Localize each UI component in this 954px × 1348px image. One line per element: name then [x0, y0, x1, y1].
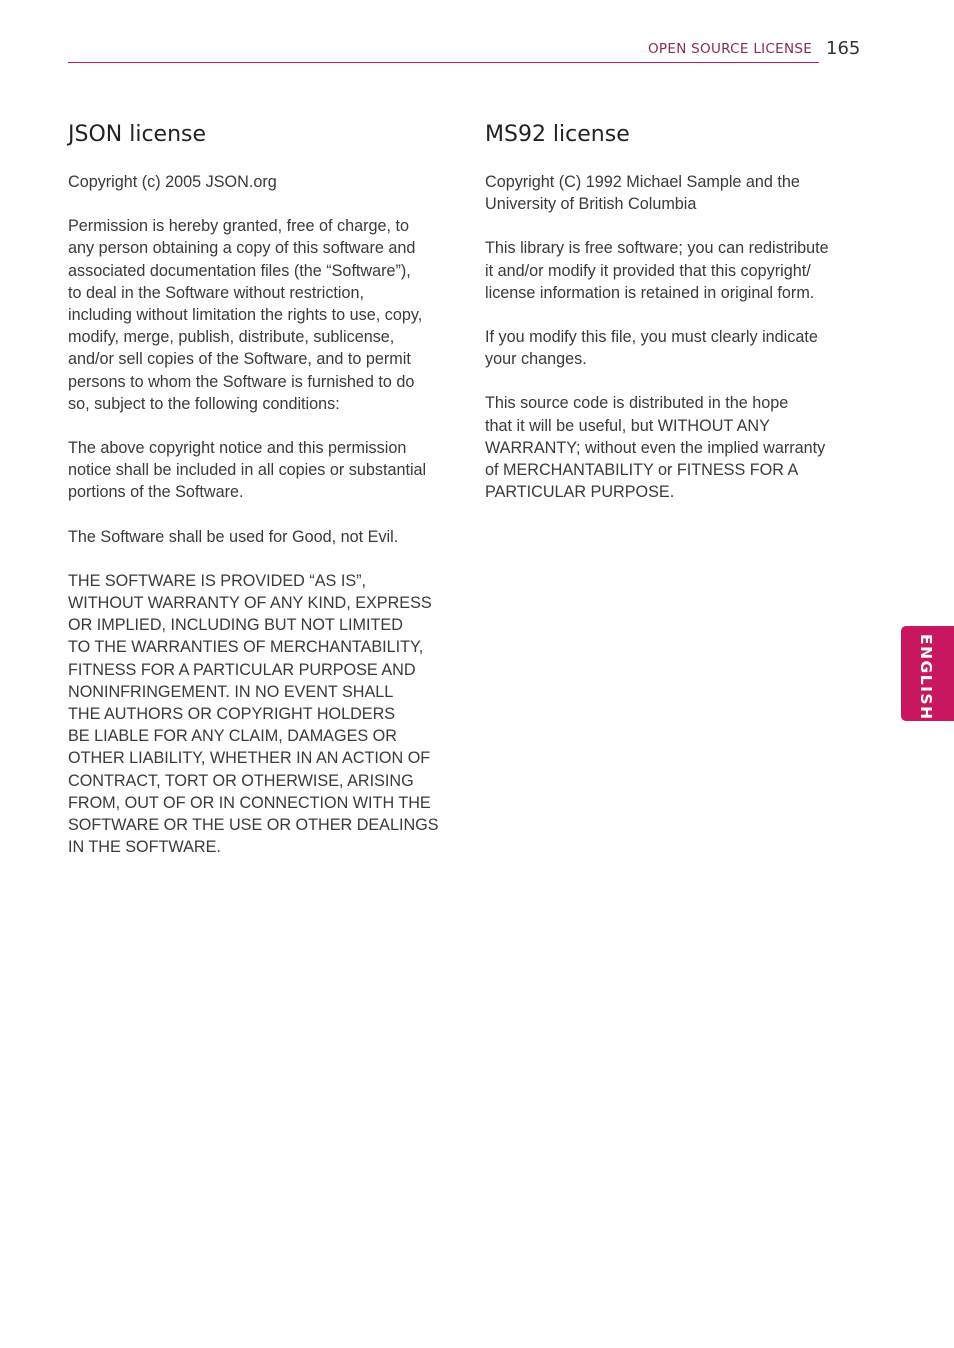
header-divider: [68, 62, 819, 63]
json-license-notice: The above copyright notice and this permission notice shall be included in all copies or substantial portions of the Software.: [68, 439, 427, 502]
json-license-disclaimer: THE SOFTWARE IS PROVIDED “AS IS”, WITHOUT WARRANTY OF ANY KIND, EXPRESS OR IMPLIED, INCLUDING BUT NOT LIMITED TO THE WARRANTIES OF MERCHANTABILITY, FITNESS FOR A PARTICULAR PURPOSE AND NONINFRINGEMENT. IN NO EVENT SHALL THE AUTHORS OR COPYRIGHT HOLDERS BE LIABLE FOR ANY CLAIM, DAMAGES OR OTHER LIABILITY, WHETHER IN AN ACTION OF CONTRACT, TORT OR OTHERWISE, ARISING FROM, OUT OF OR IN CONNECTION WITH THE SOFTWARE OR THE USE OR OTHER DEALINGS IN THE SOFTWARE.: [68, 571, 439, 857]
json-license-copyright: Copyright (c) 2005 JSON.org: [68, 173, 277, 191]
ms92-license-copyright: Copyright (C) 1992 Michael Sample and the University of British Columbia: [485, 173, 800, 214]
json-license-good-not-evil: The Software shall be used for Good, not Evil.: [68, 527, 399, 546]
language-tab-label: ENGLISH: [917, 634, 935, 721]
ms92-license-title: MS92 license: [485, 122, 630, 147]
json-license-permission: Permission is hereby granted, free of charge, to any person obtaining a copy of this software and associated documentation files (the “Software”), to deal in the Software without restriction, including without limitation the rights to use, copy, modify, merge, publish, distribute, sublicense, and/or sell copies of the Software, and to permit persons to whom the Software is furnished to do so, subject to the following conditions:: [68, 217, 423, 413]
ms92-license-modify-notice: If you modify this file, you must clearly indicate your changes.: [485, 328, 818, 369]
page-number: 165: [826, 38, 861, 59]
json-license-title: JSON license: [68, 122, 207, 147]
language-tab: [901, 626, 954, 721]
header-section-title: OPEN SOURCE LICENSE: [648, 41, 813, 57]
json-license-section: [68, 120, 448, 880]
ms92-license-warranty: This source code is distributed in the hope that it will be useful, but WITHOUT ANY WARRANTY; without even the implied warranty of MERCHANTABILITY or FITNESS FOR A PARTICULAR PURPOSE.: [485, 394, 826, 502]
ms92-license-free-software: This library is free software; you can redistribute it and/or modify it provided that this copyright/ license information is retained in original form.: [485, 239, 829, 302]
ms92-license-section: [485, 120, 855, 525]
